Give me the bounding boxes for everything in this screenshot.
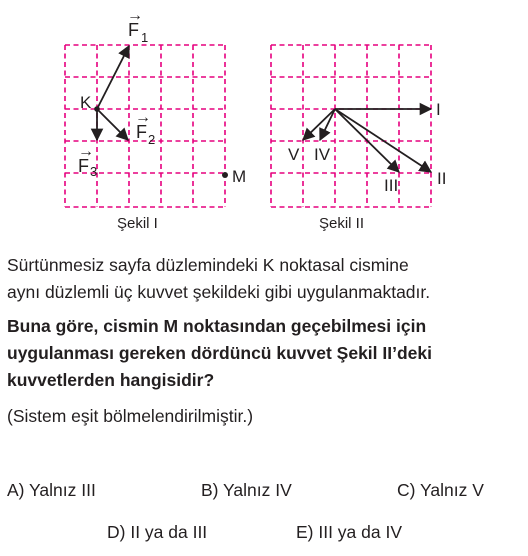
vector-iv xyxy=(320,109,335,140)
vector-iv-label: IV xyxy=(314,145,331,164)
vector-v-label: V xyxy=(288,145,300,164)
question-bold-line-2: uygulanması gereken dördüncü kuvvet Şekil II’deki xyxy=(7,343,432,363)
vector-i-label: I xyxy=(436,100,441,119)
vector-v xyxy=(303,109,335,140)
vector-f2-label: F xyxy=(136,122,147,142)
vector-f1-arrow: → xyxy=(127,7,143,24)
point-m-dot xyxy=(222,172,228,178)
question-text-line-2: aynı düzlemli üç kuvvet şekildeki gibi uygulanmaktadır. xyxy=(7,282,431,302)
option-b[interactable]: B) Yalnız IV xyxy=(201,480,292,500)
vector-f3-arrow: → xyxy=(78,143,94,160)
vector-iii xyxy=(335,109,399,172)
question-note: (Sistem eşit bölmelendirilmiştir.) xyxy=(7,406,254,426)
option-d[interactable]: D) II ya da III xyxy=(107,522,208,542)
vectors-figure-1 xyxy=(97,46,129,140)
vector-f2-arrow: → xyxy=(135,109,151,126)
vector-iii-label: III xyxy=(384,176,399,195)
figures xyxy=(0,0,528,245)
question-bold-line-3: kuvvetlerden hangisidir? xyxy=(7,370,215,390)
vector-f1-label: F xyxy=(128,20,139,40)
vector-f2 xyxy=(97,109,128,140)
option-a[interactable]: A) Yalnız III xyxy=(7,480,96,500)
option-e[interactable]: E) III ya da IV xyxy=(296,522,403,542)
question-text-line-1: Sürtünmesiz sayfa düzlemindeki K noktasal cismine xyxy=(7,255,409,275)
option-c[interactable]: C) Yalnız V xyxy=(397,480,484,500)
question-bold-line-1: Buna göre, cismin M noktasından geçebilmesi için xyxy=(7,316,427,336)
vector-f3-label: F xyxy=(78,156,89,176)
point-m-label: M xyxy=(232,167,247,186)
vector-ii-label: II xyxy=(437,169,447,188)
figure-1-caption: Şekil I xyxy=(117,215,158,232)
point-k-label: K xyxy=(80,93,92,112)
vector-f3-sub: 3 xyxy=(90,164,98,179)
vector-f1-sub: 1 xyxy=(141,30,149,45)
vector-f2-sub: 2 xyxy=(148,132,156,147)
point-k-dot xyxy=(94,106,100,112)
figure-2-caption: Şekil II xyxy=(319,215,365,232)
